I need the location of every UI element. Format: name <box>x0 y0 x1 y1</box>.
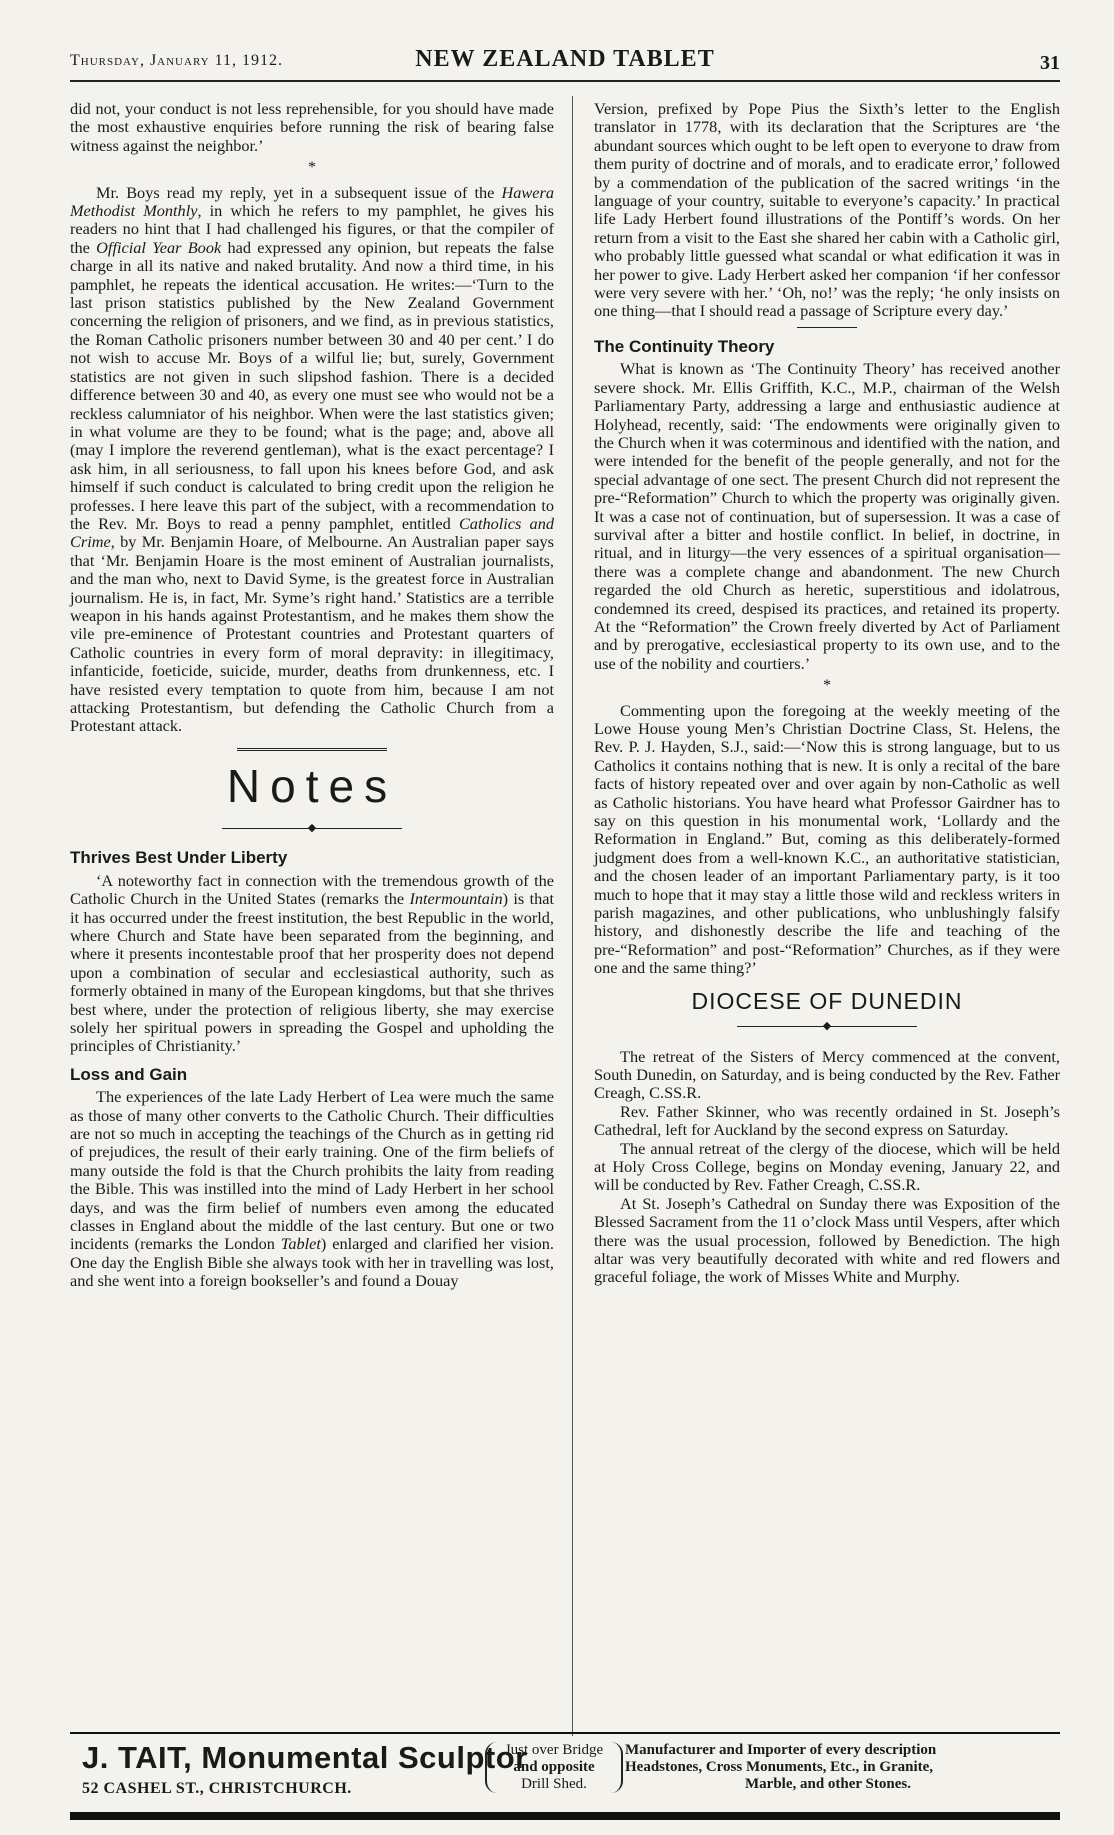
ornament-rule: ◆ <box>70 818 554 837</box>
page-header <box>70 44 1060 74</box>
paragraph: did not, your conduct is not less reprehensible, for you should have made the most exhaustive enquiries before running the risk of bearing false witness against the neighbor.’ <box>70 99 554 155</box>
right-column <box>594 100 1060 1287</box>
paragraph: The retreat of the Sisters of Mercy commenced at the convent, South Dunedin, on Saturday, and is being conducted by the Rev. Father Creagh, C.SS.R. <box>594 1046 1060 1103</box>
notes-title: Notes <box>226 759 398 812</box>
paragraph: The experiences of the late Lady Herbert of Lea were much the same as those of many other converts to the Catholic Church. Their difficulties are not so much in accepting the teachings of the Church as in getting rid of prejudices, the result of their early training. One of the firm beliefs of many outside the fold is that the Church prohibits the laity from reading the Bible. This was instilled into the mind of Lady Herbert in her school days, and was the firm belief of numbers even among the educated classes in England about the middle of the last century. But one or two incidents (remarks the London Tablet) enlarged and clarified her vision. One day the English Bible she always took with her in travelling was lost, and she went into a foreign bookseller’s and found a Douay <box>70 1087 554 1291</box>
advert-location-line: Drill Shed. <box>521 1776 587 1792</box>
advert-description-line: Marble, and other Stones. <box>745 1776 911 1792</box>
advert-location-line: and opposite <box>513 1759 595 1775</box>
diocese-title: DIOCESE OF DUNEDIN <box>691 987 963 1014</box>
diocese-section-header <box>594 987 1060 1036</box>
issue-date: Thursday, January 11, 1912. <box>70 52 284 69</box>
asterisk-separator: * <box>823 677 831 695</box>
advert-location-line: Just over Bridge <box>504 1742 604 1758</box>
paragraph: What is known as ‘The Continuity Theory’ has received another severe shock. Mr. Ellis Griffith, K.C., M.P., chairman of the Welsh Parliamentary Party, addressing a large and enthusiastic audience at Holyhead, recently, said: ‘The endowments were originally given to the Church when it was coterminous and identified with the nation, and were intended for the benefit of the people generally, and not for the special advantage of one sect. The present Church did not represent the pre-“Reformation” Church to which the property was originally given. It was a case not of continuation, but of supersession. It was a case of survival after a bitter and hostile conflict. In belief, in doctrine, in ritual, and in liturgy—the very essences of a spiritual organisation—there was a complete change and abandonment. The new Church regarded the old Church as heretic, superstitious and idolatrous, condemned its creed, despised its practices, and retained its property. At the “Reformation” the Crown freely diverted by Act of Parliament and by prerogative, ecclesiastical property to its own use, and to the use of the nobility and courtiers.’ <box>594 359 1060 673</box>
bottom-bar <box>70 1812 1060 1820</box>
subheading-thrives: Thrives Best Under Liberty <box>70 848 288 868</box>
paragraph: Version, prefixed by Pope Pius the Sixth’s letter to the English translator in 1778, with its declaration that the Scriptures are ‘the abundant sources which ought to be left open to everyone to draw from them purity of doctrine and of morals, and to eradicate error,’ followed by a commendation of the publication of the sacred writings ‘in the language of your country, suitable to everyone’s capacity.’ In practical life Lady Herbert found illustrations of the Pontiff’s words. On her return from a visit to the East she shared her cabin with a Catholic girl, who probably little guessed what scandal or what edification it was in her power to give. Lady Herbert asked her companion ‘if her confessor were very severe with her.’ ‘Oh, no!’ was the reply; ‘he only insists on one thing—that I should read a passage of Scripture every day.’ <box>594 99 1060 321</box>
advert-description <box>625 1742 1060 1793</box>
paragraph: Commenting upon the foregoing at the weekly meeting of the Lowe House young Men’s Christian Doctrine Class, St. Helens, the Rev. P. J. Hayden, S.J., said:—‘Now this is strong language, but to us Catholics it contains nothing that is new. It is only a recital of the bare facts of history repeated over and over again by non-Catholic as well as Catholic historians. You have heard what Professor Gairdner has to say on this question in his monumental work, ‘Lollardy and the Reformation in England.” But, coming as this deliberately-formed judgment does from a well-known K.C., an authoritative statistician, and the chosen leader of an important Parliamentary party, is it too much to hope that it may stay a little those wild and reckless writers in parish magazines, and other publications, who unblushingly falsify history, and dishonestly describe the life and teaching of the pre-“Reformation” and post-“Reformation” Churches, as if they were one and the same thing?’ <box>594 700 1060 978</box>
advertisement <box>70 1740 1060 1800</box>
short-rule <box>797 327 857 328</box>
asterisk-separator: * <box>308 159 316 177</box>
left-column <box>70 100 554 1291</box>
paragraph: Rev. Father Skinner, who was recently ordained in St. Joseph’s Cathedral, left for Auckland by the second express on Saturday. <box>594 1101 1060 1140</box>
masthead-title: NEW ZEALAND TABLET <box>415 46 715 72</box>
advert-business-name: J. TAIT, Monumental Sculptor <box>82 1740 528 1775</box>
paragraph: At St. Joseph’s Cathedral on Sunday there was Exposition of the Blessed Sacrament from the 11 o’clock Mass until Vespers, after which there was the usual procession, followed by Benediction. The high altar was very beautifully decorated with white and red flowers and graceful foliage, the work of Misses White and Murphy. <box>594 1193 1060 1287</box>
paragraph: ‘A noteworthy fact in connection with the tremendous growth of the Catholic Church in the United States (remarks the Intermountain) is that it has occurred under the freest institution, the best Republic in the world, where Church and State have been separated from the beginning, and where it presents incontestable proof that her prosperity does not depend upon a combination of secular and ecclesiastical authority, such as formerly obtained in many of the European kingdoms, but that she thrives best where, under the protection of religious liberty, she may exercise solely her spiritual powers in spreading the Gospel and upholding the principles of Christianity.’ <box>70 870 554 1056</box>
advert-description-line: Headstones, Cross Monuments, Etc., in Granite, <box>625 1759 934 1775</box>
advert-description-line: Manufacturer and Importer of every description <box>625 1742 937 1758</box>
advert-rule <box>70 1732 1060 1734</box>
paragraph: The annual retreat of the clergy of the diocese, which will be held at Holy Cross College, begins on Monday evening, January 22, and will be conducted by Rev. Father Creagh, C.SS.R. <box>594 1138 1060 1195</box>
notes-section-header <box>70 748 554 837</box>
subheading-continuity-theory: The Continuity Theory <box>594 336 775 356</box>
ornament-rule: ◆ <box>594 1016 1060 1035</box>
subheading-loss-and-gain: Loss and Gain <box>70 1064 188 1084</box>
header-rule <box>70 80 1060 82</box>
advert-location-note <box>485 1742 623 1793</box>
paragraph: Mr. Boys read my reply, yet in a subsequent issue of the Hawera Methodist Monthly, in which he refers to my pamphlet, he gives his readers no hint that I had challenged his figures, or that the compiler of the Official Year Book had expressed any opinion, but repeats the false charge in all its native and naked brutality. And now a third time, in his pamphlet, he repeats the identical accusation. He writes:—‘Turn to the last prison statistics published by the New Zealand Government concerning the religion of prisoners, and we find, as in previous statistics, the Roman Catholic prisoners number between 30 and 40 per cent.’ I do not wish to accuse Mr. Boys of a wilful lie; but, surely, Government statistics are not given in such slipshod fashion. There is a decided difference between 30 and 40, as every one must see who would not be a reckless calumniator of his neighbor. When were the last statistics given; in what volume are they to be found; what is the page; and, above all (may I implore the reverend gentleman), what is the exact percentage? I ask him, in all seriousness, to fall upon his knees before God, and ask himself if such conduct is calculated to bring credit upon the religion he professes. I here leave this part of the subject, with a recommendation to the Rev. Mr. Boys to read a penny pamphlet, entitled Catholics and Crime, by Mr. Benjamin Hoare, of Melbourne. An Australian paper says that ‘Mr. Benjamin Hoare is the most eminent of Australian journalists, and the man who, next to David Syme, is the greatest force in Australian journalism. He is, in fact, Mr. Syme’s right hand.’ Statistics are a terrible weapon in his hands against Protestantism, and he makes them show the vile pre-eminence of Protestant countries and Protestant quarters of Catholic countries in every form of moral depravity: in illegitimacy, infanticide, foeticide, suicide, murder, deaths from drunkenness, etc. I have resisted every temptation to quote from him, because I am not attacking Protestantism, but defending the Catholic Church from a Protestant attack. <box>70 182 554 736</box>
page-number: 31 <box>1040 52 1060 74</box>
advert-address: 52 CASHEL ST., CHRISTCHURCH. <box>82 1780 352 1797</box>
column-divider <box>572 96 573 1736</box>
